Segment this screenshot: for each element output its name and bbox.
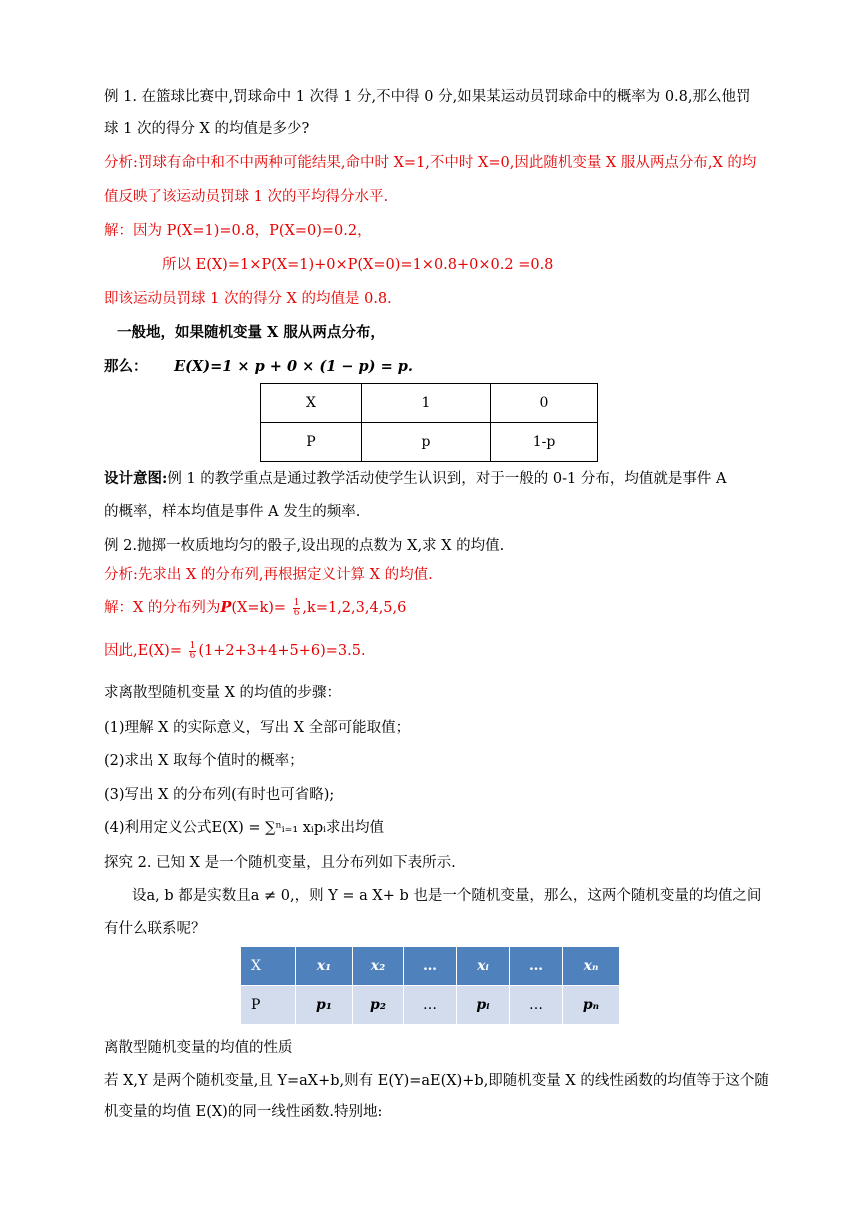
table-cell: …: [510, 986, 563, 1025]
general-statement: 一般地，如果随机变量 X 服从两点分布，: [117, 324, 385, 341]
design-intent-text: 例 1 的教学重点是通过教学活动使学生认识到，对于一般的 0-1 分布，均值就是事件 A: [167, 471, 727, 487]
table-cell: X: [261, 384, 362, 423]
table-cell: 0: [491, 384, 598, 423]
table-cell: …: [404, 947, 457, 986]
table-row: [261, 384, 598, 423]
ex1-solution-line1: 解：因为 P(X=1)=0.8，P(X=0)=0.2，: [104, 223, 372, 239]
general-prefix: 那么：: [104, 358, 148, 375]
ex1-conclusion: 即该运动员罚球 1 次的得分 X 的均值是 0.8.: [104, 291, 392, 307]
table-cell: …: [510, 947, 563, 986]
table-cell: pᵢ: [457, 986, 510, 1025]
table-cell: X: [241, 947, 296, 986]
property-line1: 若 X,Y 是两个随机变量,且 Y=aX+b,则有 E(Y)=aE(X)+b,即随机变量 X 的线性函数的均值等于这个随: [104, 1073, 769, 1089]
design-intent-line2: 的概率，样本均值是事件 A 发生的频率.: [104, 504, 361, 520]
table-cell: p: [362, 423, 491, 462]
table-header-row: [241, 947, 620, 986]
fraction-one-sixth: $\frac{1}{6}$: [293, 597, 300, 618]
fraction-one-sixth: $\frac{1}{6}$: [189, 640, 196, 661]
table-cell: P: [261, 423, 362, 462]
table-cell: …: [404, 986, 457, 1025]
ex2-solution-prefix: 解：X 的分布列为: [104, 600, 221, 616]
ex1-solution-line2: 所以 E(X)=1×P(X=1)+0×P(X=0)=1×0.8+0×0.2 =0.8: [162, 257, 554, 273]
ex1-analysis-line1: 分析:罚球有命中和不中两种可能结果,命中时 X=1,不中时 X=0,因此随机变量 X 服从两点分布,X 的均: [104, 155, 757, 171]
two-point-distribution-table: [260, 383, 598, 462]
table-cell: pₙ: [563, 986, 620, 1025]
property-title: 离散型随机变量的均值的性质: [104, 1040, 293, 1056]
two-point-mean-formula: E(X)=1 × p + 0 × (1 − p) = p.: [174, 358, 413, 375]
general-distribution-table: [240, 946, 620, 1025]
table-cell: 1: [362, 384, 491, 423]
step-3: (3)写出 X 的分布列(有时也可省略);: [104, 787, 335, 803]
explore2-line3: 有什么联系呢？: [104, 921, 206, 937]
ex2-hence: [104, 641, 366, 661]
general-formula-line: [104, 357, 413, 377]
ex2-solution-mid: (X=k)=: [231, 600, 287, 616]
table-cell: x₁: [296, 947, 353, 986]
design-intent-label: 设计意图:: [104, 470, 168, 487]
table-cell: xᵢ: [457, 947, 510, 986]
table-cell: P: [241, 986, 296, 1025]
ex2-solution-p: P: [220, 599, 232, 616]
ex2-solution-suffix: ,k=1,2,3,4,5,6: [302, 600, 407, 616]
ex2-analysis: 分析:先求出 X 的分布列,再根据定义计算 X 的均值.: [104, 567, 433, 583]
table-cell: x₂: [353, 947, 404, 986]
design-intent-line1: [104, 469, 726, 489]
ex1-line1: 例 1. 在篮球比赛中,罚球命中 1 次得 1 分,不中得 0 分,如果某运动员罚球命中的概率为 0.8,那么他罚: [104, 89, 751, 105]
ex1-line2: 球 1 次的得分 X 的均值是多少?: [104, 121, 310, 137]
table-cell: xₙ: [563, 947, 620, 986]
steps-title: 求离散型随机变量 X 的均值的步骤：: [104, 685, 342, 701]
ex1-analysis-line2: 值反映了该运动员罚球 1 次的平均得分水平.: [104, 189, 389, 205]
ex2-solution: [104, 598, 406, 618]
table-cell: p₁: [296, 986, 353, 1025]
ex2-line1: 例 2.抛掷一枚质地均匀的骰子,设出现的点数为 X,求 X 的均值.: [104, 538, 505, 554]
step-4: (4)利用定义公式E(X) = ∑ⁿᵢ₌₁ xᵢpᵢ求出均值: [104, 820, 385, 836]
ex2-hence-suffix: (1+2+3+4+5+6)=3.5.: [198, 643, 366, 659]
table-cell: p₂: [353, 986, 404, 1025]
explore2-line1: 探究 2. 已知 X 是一个随机变量，且分布列如下表所示.: [104, 855, 456, 871]
table-row: [241, 986, 620, 1025]
table-row: [261, 423, 598, 462]
explore2-line2: 设a, b 都是实数且a ≠ 0,，则 Y = a X+ b 也是一个随机变量，那么，这两个随机变量的均值之间: [132, 888, 762, 904]
property-line2: 机变量的均值 E(X)的同一线性函数.特别地:: [104, 1104, 383, 1120]
table-cell: 1-p: [491, 423, 598, 462]
step-1: (1)理解 X 的实际意义，写出 X 全部可能取值；: [104, 720, 411, 736]
ex2-hence-prefix: 因此,E(X)=: [104, 643, 182, 659]
step-2: (2)求出 X 取每个值时的概率；: [104, 753, 304, 769]
